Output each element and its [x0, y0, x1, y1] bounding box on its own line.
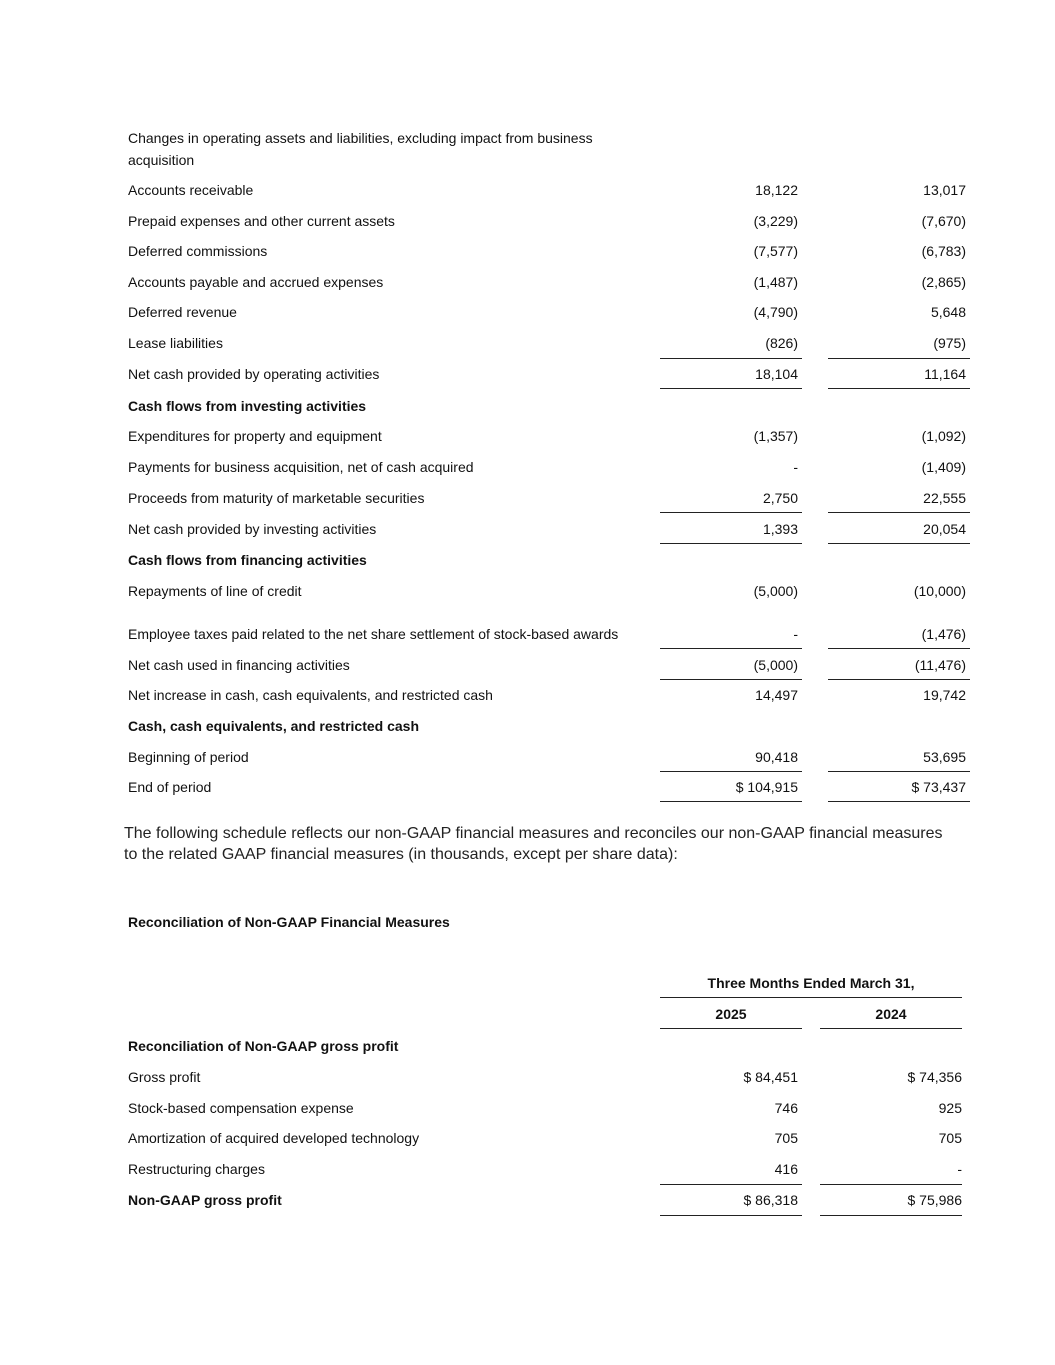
table-row [0, 1123, 1055, 1153]
section-heading-cash [0, 711, 1055, 741]
subtotal-rule [828, 512, 970, 513]
value-2025: 705 [774, 1130, 798, 1146]
value-2024: 13,017 [923, 182, 966, 198]
row-label: Cash flows from investing activities [128, 398, 367, 414]
value-2024: (11,476) [914, 657, 966, 673]
value-2025: $ 104,915 [735, 779, 798, 795]
period-header: Three Months Ended March 31, [707, 975, 915, 991]
subtotal-rule [660, 543, 802, 544]
row-label: Prepaid expenses and other current assets [128, 213, 395, 229]
value-2025: 416 [774, 1161, 798, 1177]
row-label: Non-GAAP gross profit [128, 1192, 282, 1208]
table-row [0, 772, 1055, 802]
changes-header: Changes in operating assets and liabilities, excluding impact from business acquisition [128, 130, 593, 168]
table-row [0, 297, 1055, 327]
table-row [0, 483, 1055, 513]
row-label: Restructuring charges [128, 1161, 265, 1177]
value-2024: (1,092) [921, 428, 966, 444]
value-2024: (10,000) [913, 583, 966, 599]
value-2025: (1,357) [753, 428, 798, 444]
row-label: Expenditures for property and equipment [128, 428, 382, 444]
value-2024: 22,555 [923, 490, 966, 506]
row-label: Gross profit [128, 1069, 201, 1085]
table-row [0, 514, 1055, 544]
row-label: Net cash provided by investing activities [128, 521, 377, 537]
value-2024: 5,648 [930, 304, 966, 320]
value-2024: 20,054 [923, 521, 966, 537]
row-label: Employee taxes paid related to the net share settlement of stock-based awards [128, 626, 619, 642]
value-2025: 14,497 [755, 687, 798, 703]
value-2024: (7,670) [921, 213, 966, 229]
table-row [0, 175, 1055, 205]
row-label: Cash flows from financing activities [128, 552, 367, 568]
value-2025: 18,104 [755, 366, 798, 382]
subtotal-rule [828, 388, 970, 389]
value-2024: (2,865) [921, 274, 966, 290]
value-2025: 18,122 [755, 182, 798, 198]
value-2025: (4,790) [753, 304, 798, 320]
row-label: Net cash used in financing activities [128, 657, 350, 673]
row-label: Net cash provided by operating activities [128, 366, 380, 382]
value-2024: (6,783) [921, 243, 966, 259]
row-label: Repayments of line of credit [128, 583, 302, 599]
year-2024-header: 2024 [875, 1006, 907, 1022]
value-2025: $ 84,451 [743, 1069, 798, 1085]
intro-paragraph: The following schedule reflects our non-GAAP financial measures and reconciles our non-GAAP financial measures to the related GAAP financial measures (in thousands, except per share data): [124, 825, 943, 863]
subtotal-rule [828, 543, 970, 544]
value-2024: - [957, 1161, 962, 1177]
table-row [0, 267, 1055, 297]
row-label: Payments for business acquisition, net of cash acquired [128, 459, 474, 475]
value-2024: 925 [938, 1100, 962, 1116]
year-2025-header: 2025 [715, 1006, 747, 1022]
row-label: Net increase in cash, cash equivalents, and restricted cash [128, 687, 493, 703]
row-label: Beginning of period [128, 749, 249, 765]
table-row [0, 576, 1055, 606]
section-heading-investing [0, 391, 1055, 421]
value-2025: (1,487) [753, 274, 798, 290]
table-row [0, 1093, 1055, 1123]
total-rule [660, 801, 802, 802]
value-2024: $ 75,986 [907, 1192, 962, 1208]
value-2025: (5,000) [753, 583, 798, 599]
value-2024: (975) [933, 335, 966, 351]
row-label: Deferred revenue [128, 304, 237, 320]
value-2024: $ 73,437 [911, 779, 966, 795]
row-label: Accounts payable and accrued expenses [128, 274, 384, 290]
row-label: Cash, cash equivalents, and restricted cash [128, 718, 420, 734]
value-2024: $ 74,356 [907, 1069, 962, 1085]
table-row [0, 1154, 1055, 1184]
table-row [0, 236, 1055, 266]
subtotal-rule [828, 648, 970, 649]
value-2025: $ 86,318 [743, 1192, 798, 1208]
value-2025: 746 [774, 1100, 798, 1116]
table-row [0, 421, 1055, 451]
table-row [0, 359, 1055, 389]
row-label: End of period [128, 779, 212, 795]
total-rule [820, 1215, 962, 1216]
value-2024: 53,695 [923, 749, 966, 765]
header-rule [660, 1028, 802, 1029]
value-2024: 705 [938, 1130, 962, 1146]
table-row [0, 619, 1055, 649]
value-2025: (3,229) [753, 213, 798, 229]
value-2024: (1,409) [921, 459, 966, 475]
section-heading-financing [0, 545, 1055, 575]
table-row-total [0, 1185, 1055, 1215]
table-row [0, 206, 1055, 236]
value-2025: - [793, 459, 798, 475]
reconciliation-title: Reconciliation of Non-GAAP Financial Measures [128, 914, 450, 930]
row-label: Stock-based compensation expense [128, 1100, 354, 1116]
row-label: Accounts receivable [128, 182, 254, 198]
value-2024: 19,742 [923, 687, 966, 703]
subtotal-rule [660, 648, 802, 649]
value-2024: 11,164 [924, 366, 966, 382]
total-rule [828, 801, 970, 802]
value-2025: 1,393 [762, 521, 798, 537]
row-label: Reconciliation of Non-GAAP gross profit [128, 1038, 399, 1054]
total-rule [660, 1215, 802, 1216]
header-rule [820, 1028, 962, 1029]
table-row [0, 452, 1055, 482]
table-row [0, 1062, 1055, 1092]
row-label: Deferred commissions [128, 243, 268, 259]
value-2025: (7,577) [753, 243, 798, 259]
row-label: Amortization of acquired developed technology [128, 1130, 420, 1146]
value-2025: - [793, 626, 798, 642]
subtotal-rule [660, 388, 802, 389]
header-rule [660, 997, 962, 998]
table-row [0, 328, 1055, 358]
subtotal-rule [660, 512, 802, 513]
row-label: Lease liabilities [128, 335, 223, 351]
section-heading-gross-profit [0, 1031, 1055, 1061]
value-2025: (5,000) [753, 657, 798, 673]
table-row [0, 680, 1055, 710]
value-2025: 90,418 [755, 749, 798, 765]
table-row [0, 742, 1055, 772]
value-2025: 2,750 [762, 490, 798, 506]
row-label: Proceeds from maturity of marketable securities [128, 490, 425, 506]
value-2025: (826) [765, 335, 798, 351]
table-row [0, 650, 1055, 680]
value-2024: (1,476) [921, 626, 966, 642]
